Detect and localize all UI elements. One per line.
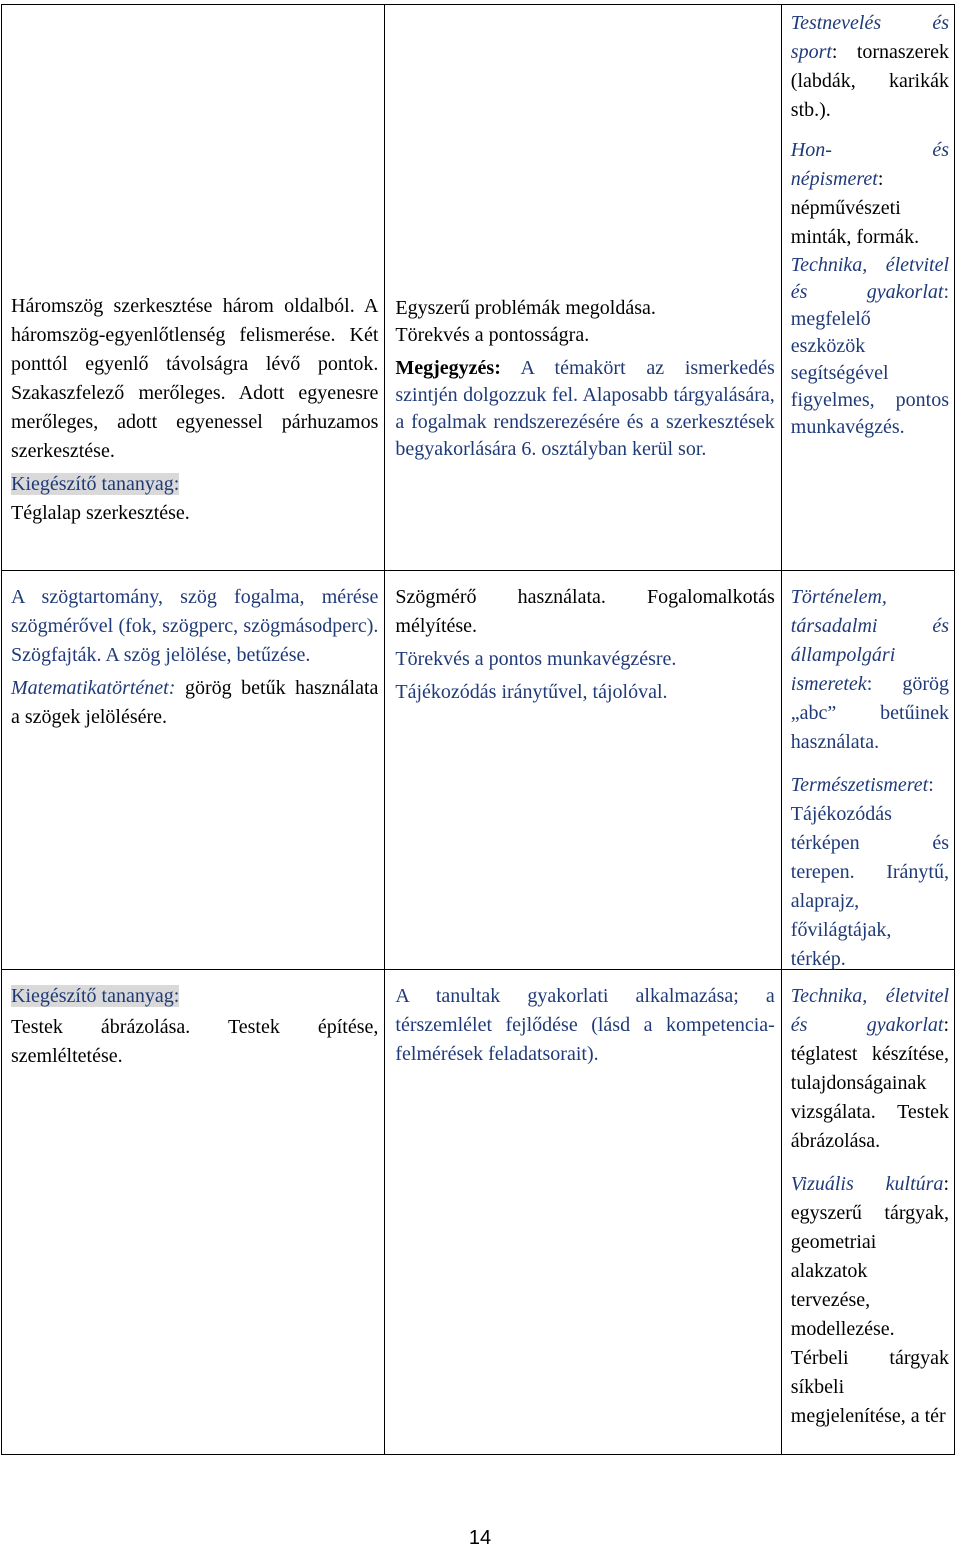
- development-cell: [385, 571, 781, 970]
- connections-cell: [781, 970, 954, 1455]
- development-text: Szögmérő használata. Fogalomalkotás mélyítése.: [395, 586, 775, 637]
- development-cell: [385, 970, 781, 1455]
- topic-cell: [2, 571, 385, 970]
- connection-item: Hon- és népismeret: népművészeti minták, formák.: [790, 139, 949, 248]
- connection-item: Testnevelés és sport: tornaszerek (labdák, karikák stb.).: [790, 12, 949, 121]
- connection-item: Természetismeret: Tájékozódás térképen és terepen. Iránytű, alaprajz, fővilágtájak, térkép.: [790, 774, 949, 970]
- connections-cell: [781, 5, 954, 571]
- connection-item: Technika, életvitel és gyakorlat: téglatest készítése, tulajdonságainak vizsgálata. Testek ábrázolása.: [790, 985, 949, 1152]
- supplementary-label: Kiegészítő tananyag:: [11, 473, 180, 495]
- table-row: [2, 970, 955, 1455]
- connection-item: Történelem, társadalmi és állampolgári ismeretek: görög „abc” betűinek használata.: [790, 586, 949, 753]
- note-paragraph: [395, 355, 774, 463]
- note-label: Megjegyzés:: [395, 357, 501, 379]
- history-text: görög betűk használata a szögek jelölésére.: [11, 677, 379, 728]
- connection-item: Vizuális kultúra: egyszerű tárgyak, geometriai alakzatok tervezése, modellezése. Térbeli tárgyak síkbeli megjelenítése, a tér: [790, 1173, 949, 1427]
- table-row: [2, 5, 955, 571]
- connection-item: Technika, életvitel és gyakorlat: megfelelő eszközök segítségével figyelmes, pontos munkavégzés.: [790, 254, 949, 438]
- supplementary-label: Kiegészítő tananyag:: [11, 985, 180, 1007]
- topic-cell: [2, 970, 385, 1455]
- development-text: A tanultak gyakorlati alkalmazása; a térszemlélet fejlődése (lásd a kompetencia-felmérések feladatsorait).: [395, 985, 775, 1065]
- connections-cell: [781, 571, 954, 970]
- history-label: Matematikatörténet:: [11, 677, 176, 699]
- topic-text: A szögtartomány, szög fogalma, mérése szögmérővel (fok, szögperc, szögmásodperc). Szögfajták. A szög jelölése, betűzése.: [11, 586, 379, 666]
- development-text: Tájékozódás iránytűvel, tájolóval.: [395, 681, 668, 703]
- curriculum-table: [1, 4, 955, 1455]
- history-paragraph: [11, 674, 378, 732]
- topic-cell: [2, 5, 385, 571]
- development-text: Törekvés a pontosságra.: [395, 324, 590, 346]
- supplementary-text: Testek ábrázolása. Testek építése, szemléltetése.: [11, 1016, 379, 1067]
- development-cell: [385, 5, 781, 571]
- note-text: A témakört az ismerkedés szintjén dolgozzuk fel. Alaposabb tárgyalására, a fogalmak rendszerezésére és a szerkesztések begyakorlására 6. osztályban kerül sor.: [395, 357, 775, 460]
- page-number: 14: [468, 1527, 492, 1549]
- topic-text: Háromszög szerkesztése három oldalból. A háromszög-egyenlőtlenség felismerése. Két ponttól egyenlő távolságra lévő pontok. Szakaszfelező merőleges. Adott egyenesre merőleges, adott egyenessel párhuzamos szerkesztése.: [11, 295, 379, 462]
- table-row: [2, 571, 955, 970]
- supplementary-text: Téglalap szerkesztése.: [11, 502, 190, 524]
- development-text: Törekvés a pontos munkavégzésre.: [395, 648, 677, 670]
- development-text: Egyszerű problémák megoldása.: [395, 297, 656, 319]
